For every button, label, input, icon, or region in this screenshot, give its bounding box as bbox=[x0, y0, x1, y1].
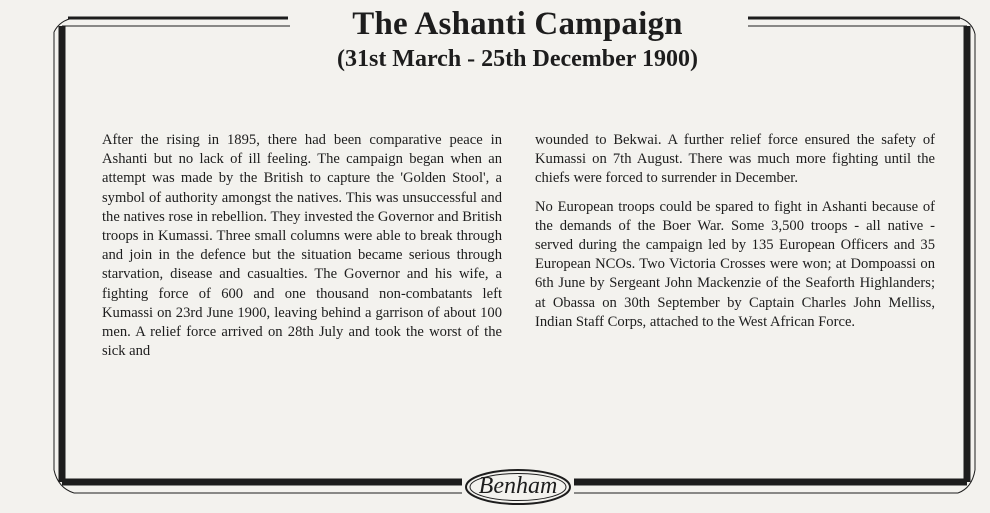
logo-text: Benham bbox=[478, 473, 558, 499]
body-column-right bbox=[535, 131, 935, 341]
page-subtitle: (31st March - 25th December 1900) bbox=[336, 46, 699, 72]
body-column-left bbox=[102, 131, 502, 370]
title-block bbox=[290, 4, 745, 74]
paragraph: After the rising in 1895, there had been comparative peace in Ashanti but no lack of ill feeling. The campaign began when an attempt was made by the British to capture the 'Golden Stool', a symbol of authority amongst the natives. This was unsuccessful and the natives rose in rebellion. They invested the Governor and British troops in Kumassi. Three small columns were able to break through and join in the defence but the situation became serious through starvation, disease and casualties. The Governor and his wife, a fighting force of 600 and one thousand non-combatants left Kumassi on 23rd June 1900, leaving behind a garrison of about 100 men. A relief force arrived on 28th July and took the worst of the sick and bbox=[102, 132, 502, 360]
page-title: The Ashanti Campaign bbox=[352, 6, 683, 42]
benham-logo bbox=[464, 468, 572, 506]
paragraph: wounded to Bekwai. A further relief force ensured the safety of Kumassi on 7th August. There was much more fighting until the chiefs were forced to surrender in December. bbox=[535, 132, 935, 187]
paragraph: No European troops could be spared to fight in Ashanti because of the demands of the Boer War. Some 3,500 troops - all native - served during the campaign led by 135 European Officers and 35 European NCOs. Two Victoria Crosses were won; at Dompoassi on 6th June by Sergeant John Mackenzie of the Seaforth Highlanders; at Obassa on 30th September by Captain Charles John Melliss, Indian Staff Corps, attached to the West African Force. bbox=[535, 198, 935, 330]
